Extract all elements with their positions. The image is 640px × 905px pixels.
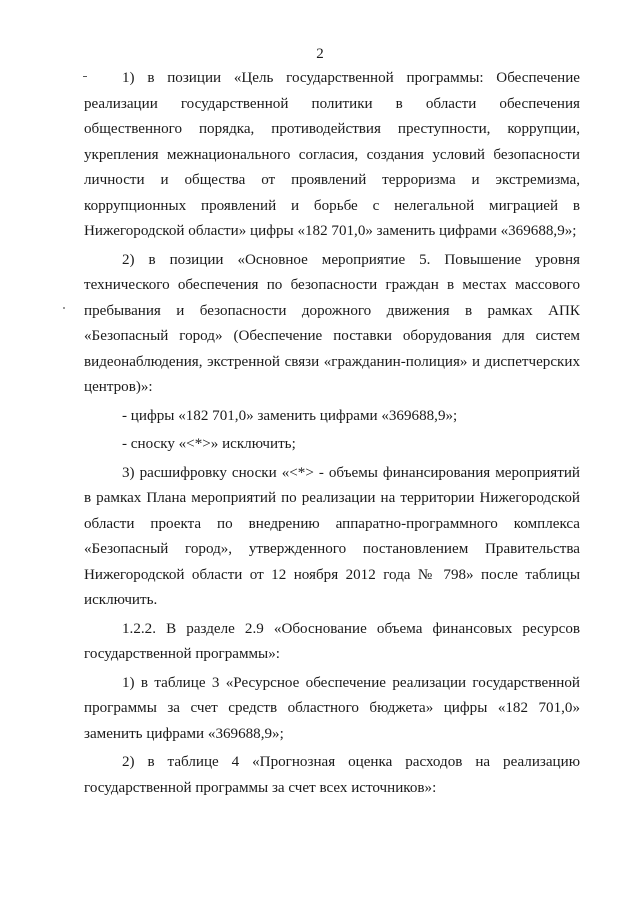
paragraph-dash-2: - сноску «<*>» исключить; — [122, 436, 296, 452]
paragraph-table-4: 2) в таблице 4 «Прогнозная оценка расходов на реализацию государственной программы за счет всех источников»: — [84, 754, 580, 796]
paragraph-dash-1: - цифры «182 701,0» заменить цифрами «369688,9»; — [122, 407, 458, 424]
margin-dot — [63, 307, 65, 309]
paragraph-section-1-2-2: 1.2.2. В разделе 2.9 «Обоснование объема финансовых ресурсов государственной программы»: — [84, 620, 580, 662]
paragraph-table-3: 1) в таблице 3 «Ресурсное обеспечение реализации государственной программы за счет средств областного бюджета» цифры «182 701,0» заменить цифрами «369688,9»; — [84, 674, 580, 742]
page-number: 2 — [316, 46, 324, 62]
paragraph-item-1: 1) в позиции «Цель государственной программы: Обеспечение реализации государственной политики в области обеспечения общественного порядка, противодействия преступности, коррупции, укрепления межнационального согласия, создания условий безопасности личности и общества от проявлений терроризма и экстремизма, коррупционных проявлений и борьбе с нелегальной миграцией в Нижегородской области» цифры «182 701,0» заменить цифрами «369688,9»; — [84, 70, 580, 239]
paragraph-item-2: 2) в позиции «Основное мероприятие 5. Повышение уровня технического обеспечения по безопасности граждан в местах массового пребывания и безопасности дорожного движения в рамках АПК «Безопасный город» (Обеспечение поставки оборудования для систем видеонаблюдения, экстренной связи «гражданин-полиция» и диспетчерских центров)»: — [84, 251, 580, 395]
document-body — [84, 66, 580, 804]
paragraph-item-3: 3) расшифровку сноски «<*> - объемы финансирования мероприятий в рамках Плана мероприятий по реализации на территории Нижегородской области проекта по внедрению аппаратно-программного комплекса «Безопасный город», утвержденного постановлением Правительства Нижегородской области от 12 ноября 2012 года № 798» после таблицы исключить. — [84, 464, 580, 608]
